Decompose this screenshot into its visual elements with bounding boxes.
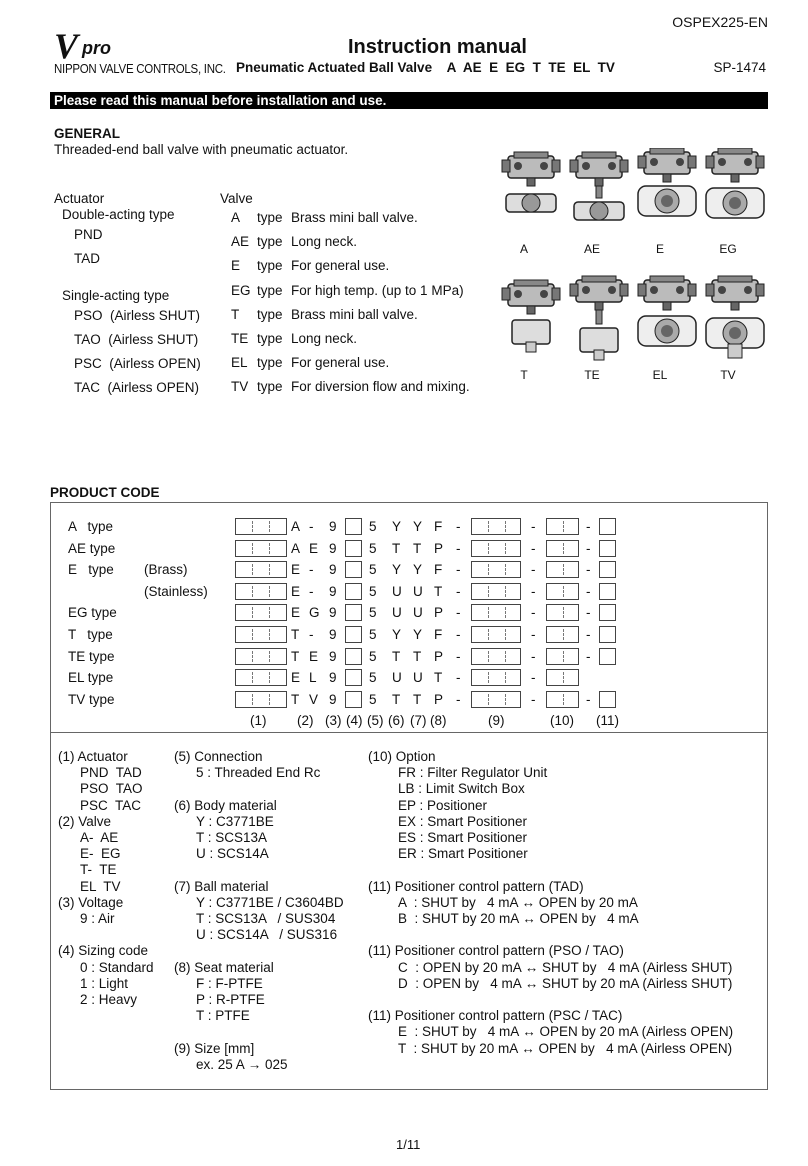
code-field-box xyxy=(471,540,521,557)
product-code-type: TE type xyxy=(68,648,115,664)
legend-line: A : SHUT by 4 mA ↔ OPEN by 20 mA xyxy=(398,894,638,910)
valve-ae-illustration xyxy=(570,152,628,220)
code-field-box xyxy=(471,691,521,708)
legend-line: E : SHUT by 4 mA ↔ OPEN by 20 mA (Airless OPEN) xyxy=(398,1024,734,1040)
legend-line: (11) Positioner control pattern (PSO / TAO) xyxy=(368,943,624,959)
code-char: E xyxy=(291,562,301,578)
code-char: - xyxy=(309,519,314,534)
code-field-box xyxy=(599,561,616,578)
code-field-box xyxy=(235,626,287,643)
code-field-box xyxy=(546,561,579,578)
code-char: P xyxy=(434,648,444,664)
legend-line: F : F-PTFE xyxy=(196,975,263,991)
warning-banner: Please read this manual before installation and use. xyxy=(50,92,768,109)
code-field-box xyxy=(599,518,616,535)
code-char: - xyxy=(531,562,536,578)
code-char: 5 xyxy=(369,627,377,642)
code-char: - xyxy=(456,583,461,599)
legend-line: ex. 25 A → 025 xyxy=(196,1056,288,1072)
code-position-index: (6) xyxy=(388,713,405,728)
valve-type-desc: Brass mini ball valve. xyxy=(291,306,418,322)
code-char: - xyxy=(586,540,591,556)
valve-te-illustration xyxy=(570,276,628,360)
code-field-box xyxy=(235,518,287,535)
code-field-box xyxy=(471,669,521,686)
code-char: 9 xyxy=(329,562,337,578)
code-char: E xyxy=(291,670,301,686)
valve-type-word: type xyxy=(257,210,283,225)
code-char: - xyxy=(456,605,461,621)
code-char: F xyxy=(434,519,443,534)
code-field-box xyxy=(345,583,362,600)
product-code-type: TV type xyxy=(68,691,115,707)
legend-line: U : SCS14A xyxy=(196,846,269,862)
code-char: 5 xyxy=(369,605,377,621)
code-char: 5 xyxy=(369,691,377,707)
legend-line: T : SCS13A / SUS304 xyxy=(196,911,336,926)
legend-line: EL TV xyxy=(80,878,121,894)
code-char: Y xyxy=(392,519,402,534)
legend-line: LB : Limit Switch Box xyxy=(398,781,525,797)
code-char: - xyxy=(586,627,591,642)
code-char: - xyxy=(456,519,461,534)
code-position-index: (2) xyxy=(297,713,314,728)
code-char: 5 xyxy=(369,648,377,664)
valve-photo-label: A xyxy=(519,242,528,256)
code-field-box xyxy=(546,583,579,600)
code-char: - xyxy=(309,583,314,599)
legend-line: PSO TAO xyxy=(80,781,143,797)
page-number: 1/11 xyxy=(396,1137,421,1152)
company-logo xyxy=(54,28,224,76)
legend-line: ES : Smart Positioner xyxy=(398,830,528,845)
code-char: - xyxy=(456,627,461,642)
code-field-box xyxy=(546,669,579,686)
code-char: E xyxy=(309,540,319,556)
code-char: - xyxy=(456,648,461,664)
code-char: U xyxy=(413,670,423,686)
code-char: - xyxy=(456,691,461,707)
legend-line: PSC TAC xyxy=(80,797,142,813)
code-position-index: (11) xyxy=(596,713,620,728)
code-char: - xyxy=(456,562,461,578)
code-char: 9 xyxy=(329,540,337,556)
valve-type-word: type xyxy=(257,258,283,274)
code-char: - xyxy=(586,648,591,664)
legend-line: Y : C3771BE / C3604BD xyxy=(196,894,344,910)
code-char: T xyxy=(291,691,300,707)
code-char: - xyxy=(456,540,461,556)
legend-line: Y : C3771BE xyxy=(196,813,274,829)
legend-line: (2) Valve xyxy=(58,813,112,829)
valve-a-illustration xyxy=(502,152,560,212)
valve-eg-illustration xyxy=(706,148,764,218)
valve-type-code: EL xyxy=(231,355,248,371)
code-char: Y xyxy=(413,627,423,642)
valve-photos xyxy=(500,148,772,388)
legend-line: (9) Size [mm] xyxy=(174,1040,255,1056)
legend-line: D : OPEN by 4 mA ↔ SHUT by 20 mA (Airless SHUT) xyxy=(398,975,733,991)
valve-type-desc: Long neck. xyxy=(291,234,358,250)
code-field-box xyxy=(599,648,616,665)
valve-type-word: type xyxy=(257,331,283,346)
code-field-box xyxy=(599,691,616,708)
code-char: 5 xyxy=(369,583,377,599)
code-field-box xyxy=(345,691,362,708)
product-code-type: EG type xyxy=(68,605,117,621)
code-position-index: (3) xyxy=(325,713,342,728)
valve-type-desc: For diversion flow and mixing. xyxy=(291,379,470,395)
valve-type-word: type xyxy=(257,234,283,250)
legend-line: EX : Smart Positioner xyxy=(398,813,528,829)
code-char: - xyxy=(586,691,591,707)
code-char: 9 xyxy=(329,627,337,642)
code-char: 9 xyxy=(329,691,337,707)
code-char: - xyxy=(309,627,314,642)
actuator-item: PSO (Airless SHUT) xyxy=(74,308,201,323)
code-field-box xyxy=(546,604,579,621)
code-char: Y xyxy=(392,562,402,578)
valve-type-code: TV xyxy=(231,379,249,395)
code-field-box xyxy=(599,626,616,643)
code-field-box xyxy=(546,518,579,535)
legend-line: 2 : Heavy xyxy=(80,992,138,1007)
code-position-index: (4) xyxy=(346,713,363,728)
legend-line: (1) Actuator xyxy=(58,749,128,764)
product-code-material: (Stainless) xyxy=(144,583,208,599)
code-char: - xyxy=(531,670,536,686)
code-char: T xyxy=(434,670,443,686)
legend-line: PND TAD xyxy=(80,765,142,781)
valve-type-code: A xyxy=(231,210,241,225)
valve-type-code: AE xyxy=(231,234,250,250)
code-field-box xyxy=(471,583,521,600)
valve-photo-label: T xyxy=(520,368,528,382)
code-position-index: (8) xyxy=(430,713,447,728)
code-field-box xyxy=(546,540,579,557)
double-acting-heading: Double-acting type xyxy=(62,207,175,222)
code-char: L xyxy=(309,670,317,686)
valve-el-illustration xyxy=(638,276,696,346)
legend-line: FR : Filter Regulator Unit xyxy=(398,765,548,781)
code-char: Y xyxy=(413,519,423,534)
code-char: 9 xyxy=(329,648,337,664)
code-char: - xyxy=(586,562,591,578)
code-char: - xyxy=(309,562,314,578)
legend-line: T : PTFE xyxy=(196,1008,250,1024)
legend-line: (4) Sizing code xyxy=(58,943,149,959)
valve-type-desc: For general use. xyxy=(291,355,390,371)
code-char: T xyxy=(413,648,422,664)
product-code-type: AE type xyxy=(68,540,116,556)
code-field-box xyxy=(235,583,287,600)
code-field-box xyxy=(471,626,521,643)
legend-line: (3) Voltage xyxy=(58,894,124,910)
valve-type-code: EG xyxy=(231,282,251,298)
code-field-box xyxy=(235,648,287,665)
legend-line: B : SHUT by 20 mA ↔ OPEN by 4 mA xyxy=(398,911,639,926)
valve-e-illustration xyxy=(638,148,696,216)
code-field-box xyxy=(471,648,521,665)
code-char: E xyxy=(291,605,301,621)
code-field-box xyxy=(599,540,616,557)
legend-line: (11) Positioner control pattern (PSC / TAC) xyxy=(368,1008,623,1024)
general-heading: GENERAL xyxy=(54,126,121,141)
code-field-box xyxy=(599,604,616,621)
legend-line: C : OPEN by 20 mA ↔ SHUT by 4 mA (Airless SHUT) xyxy=(398,959,733,975)
code-char: 5 xyxy=(369,540,377,556)
code-char: T xyxy=(392,691,401,707)
code-char: U xyxy=(392,605,402,621)
valve-type-word: type xyxy=(257,379,283,395)
product-code-type: E type xyxy=(68,562,114,578)
product-code-type: A type xyxy=(68,519,114,534)
code-char: - xyxy=(531,691,536,707)
valve-photo-label: EL xyxy=(652,368,668,382)
legend-line: (5) Connection xyxy=(174,749,263,764)
legend-line: P : R-PTFE xyxy=(196,992,265,1007)
code-char: U xyxy=(413,605,423,621)
valve-type-desc: For general use. xyxy=(291,258,390,274)
code-char: T xyxy=(413,691,422,707)
actuator-heading: Actuator xyxy=(54,191,105,206)
legend-line: U : SCS14A / SUS316 xyxy=(196,927,338,943)
valve-heading: Valve xyxy=(220,191,253,206)
code-char: - xyxy=(531,583,536,599)
code-field-box xyxy=(345,561,362,578)
logo-mark: V xyxy=(54,26,79,66)
code-char: P xyxy=(434,691,444,707)
code-char: U xyxy=(413,583,423,599)
code-char: F xyxy=(434,562,443,578)
code-char: Y xyxy=(392,627,402,642)
legend-line: (6) Body material xyxy=(174,797,277,813)
document-number: OSPEX225-EN xyxy=(672,14,768,30)
code-char: 5 xyxy=(369,670,377,686)
code-char: 9 xyxy=(329,519,337,534)
code-char: 9 xyxy=(329,670,337,686)
code-position-index: (10) xyxy=(550,713,575,728)
code-char: - xyxy=(531,519,536,534)
general-text: Threaded-end ball valve with pneumatic actuator. xyxy=(54,142,349,157)
code-char: - xyxy=(586,583,591,599)
valve-type-word: type xyxy=(257,306,283,322)
actuator-item: TAO (Airless SHUT) xyxy=(74,332,199,347)
code-char: 5 xyxy=(369,519,377,534)
valve-tv-illustration xyxy=(706,276,764,358)
code-field-box xyxy=(235,604,287,621)
actuator-item: TAC (Airless OPEN) xyxy=(74,380,200,395)
code-field-box xyxy=(345,648,362,665)
code-char: E xyxy=(309,648,319,664)
logo-pro: pro xyxy=(82,38,111,58)
code-char: - xyxy=(531,627,536,642)
page-subtitle: Pneumatic Actuated Ball Valve A AE E EG T TE EL TV xyxy=(236,60,615,75)
code-field-box xyxy=(345,518,362,535)
code-char: P xyxy=(434,540,444,556)
code-field-box xyxy=(471,561,521,578)
valve-type-word: type xyxy=(257,355,283,371)
code-char: T xyxy=(392,540,401,556)
code-char: 5 xyxy=(369,562,377,578)
code-char: V xyxy=(309,691,319,707)
code-char: T xyxy=(291,648,300,664)
code-field-box xyxy=(235,561,287,578)
code-field-box xyxy=(471,518,521,535)
legend-line: 9 : Air xyxy=(80,911,115,926)
code-field-box xyxy=(235,691,287,708)
code-char: T xyxy=(392,648,401,664)
code-char: E xyxy=(291,583,301,599)
valve-t-illustration xyxy=(502,280,560,352)
code-field-box xyxy=(345,669,362,686)
code-char: P xyxy=(434,605,444,621)
product-code-divider xyxy=(50,732,768,733)
legend-line: A- AE xyxy=(80,830,119,845)
code-field-box xyxy=(546,691,579,708)
code-position-index: (9) xyxy=(488,713,505,728)
code-char: A xyxy=(291,540,301,556)
product-code-type: T type xyxy=(68,627,113,642)
product-code-type: EL type xyxy=(68,670,114,686)
legend-line: 5 : Threaded End Rc xyxy=(196,765,321,781)
legend-line: 0 : Standard xyxy=(80,959,154,975)
legend-line: (7) Ball material xyxy=(174,878,269,894)
code-char: T xyxy=(413,540,422,556)
code-field-box xyxy=(345,540,362,557)
valve-photo-label: AE xyxy=(583,242,600,256)
legend-line: T : SHUT by 20 mA ↔ OPEN by 4 mA (Airless OPEN) xyxy=(398,1040,733,1056)
legend-line: (8) Seat material xyxy=(174,959,274,975)
code-char: - xyxy=(456,670,461,686)
valve-type-desc: Brass mini ball valve. xyxy=(291,210,418,225)
valve-type-code: TE xyxy=(231,331,249,346)
valve-illustrations xyxy=(500,148,772,388)
code-field-box xyxy=(546,648,579,665)
valve-type-desc: Long neck. xyxy=(291,331,358,346)
product-code-material: (Brass) xyxy=(144,562,188,578)
code-char: F xyxy=(434,627,443,642)
code-char: T xyxy=(291,627,300,642)
valve-photo-label: TV xyxy=(720,368,736,382)
valve-type-code: E xyxy=(231,258,241,274)
valve-type-code: T xyxy=(231,306,240,322)
code-char: U xyxy=(392,583,402,599)
code-field-box xyxy=(599,583,616,600)
legend-line: ER : Smart Positioner xyxy=(398,846,528,862)
code-position-index: (7) xyxy=(410,713,427,728)
code-position-index: (5) xyxy=(367,713,384,728)
valve-photo-label: TE xyxy=(584,368,600,382)
sp-number: SP-1474 xyxy=(713,60,766,75)
code-char: U xyxy=(392,670,402,686)
company-name: NIPPON VALVE CONTROLS, INC. xyxy=(54,62,226,76)
valve-photo-label: E xyxy=(655,242,664,256)
code-char: 9 xyxy=(329,583,337,599)
code-char: - xyxy=(531,648,536,664)
code-field-box xyxy=(235,669,287,686)
code-char: - xyxy=(586,605,591,621)
code-field-box xyxy=(471,604,521,621)
legend-line: (11) Positioner control pattern (TAD) xyxy=(368,878,584,894)
code-char: - xyxy=(531,605,536,621)
legend-line: T- TE xyxy=(80,862,117,878)
legend-line: 1 : Light xyxy=(80,975,129,991)
code-char: T xyxy=(434,583,443,599)
actuator-item: TAD xyxy=(74,251,100,266)
legend-line: T : SCS13A xyxy=(196,830,268,845)
code-field-box xyxy=(345,626,362,643)
valve-type-desc: For high temp. (up to 1 MPa) xyxy=(291,282,464,298)
single-acting-heading: Single-acting type xyxy=(62,288,170,303)
code-char: - xyxy=(586,519,591,534)
actuator-item: PSC (Airless OPEN) xyxy=(74,356,201,371)
valve-type-word: type xyxy=(257,282,283,298)
code-field-box xyxy=(235,540,287,557)
code-position-index: (1) xyxy=(250,713,267,728)
code-char: 9 xyxy=(329,605,337,621)
code-char: - xyxy=(531,540,536,556)
code-char: G xyxy=(309,605,320,621)
code-field-box xyxy=(345,604,362,621)
code-char: A xyxy=(291,519,301,534)
legend-line: EP : Positioner xyxy=(398,797,488,813)
legend-line: (10) Option xyxy=(368,749,436,764)
valve-photo-label: EG xyxy=(719,242,737,256)
page-title: Instruction manual xyxy=(348,36,527,58)
code-char: Y xyxy=(413,562,423,578)
actuator-item: PND xyxy=(74,227,103,242)
legend-line: E- EG xyxy=(80,846,121,862)
product-code-heading: PRODUCT CODE xyxy=(50,485,160,500)
code-field-box xyxy=(546,626,579,643)
